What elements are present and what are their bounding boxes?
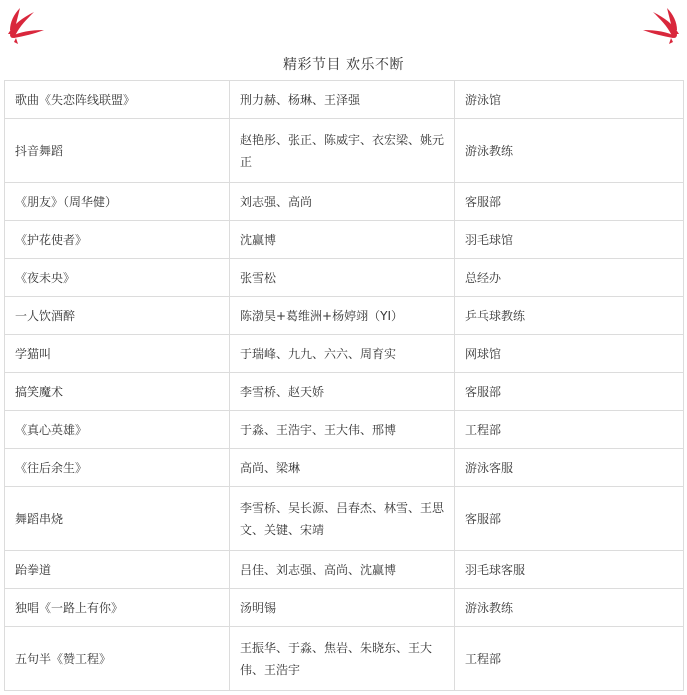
performers-cell: 刑力赫、杨琳、王泽强 [230,81,455,119]
department-cell: 客服部 [455,487,684,551]
department-cell: 羽毛球客服 [455,551,684,589]
department-cell: 总经办 [455,259,684,297]
department-cell: 客服部 [455,183,684,221]
table-row [5,183,684,221]
department-cell: 工程部 [455,411,684,449]
program-cell: 独唱《一路上有你》 [5,589,230,627]
program-table [4,80,684,691]
program-cell: 一人饮酒醉 [5,297,230,335]
performers-cell: 李雪桥、赵天娇 [230,373,455,411]
program-cell: 《往后余生》 [5,449,230,487]
page-title: 精彩节目 欢乐不断 [283,57,404,73]
performers-cell: 吕佳、刘志强、高尚、沈赢博 [230,551,455,589]
table-row [5,119,684,183]
program-cell: 搞笑魔术 [5,373,230,411]
program-cell: 抖音舞蹈 [5,119,230,183]
department-cell: 游泳教练 [455,589,684,627]
performers-cell: 刘志强、高尚 [230,183,455,221]
program-cell: 五句半《赞工程》 [5,627,230,691]
table-row [5,487,684,551]
table-row [5,221,684,259]
program-cell: 《真心英雄》 [5,411,230,449]
program-cell: 学猫叫 [5,335,230,373]
performers-cell: 李雪桥、吴长源、吕春杰、林雪、王思文、关键、宋靖 [230,487,455,551]
table-row [5,259,684,297]
program-cell: 歌曲《失恋阵线联盟》 [5,81,230,119]
department-cell: 客服部 [455,373,684,411]
department-cell: 工程部 [455,627,684,691]
table-row [5,373,684,411]
program-cell: 跆拳道 [5,551,230,589]
program-cell: 舞蹈串烧 [5,487,230,551]
performers-cell: 张雪松 [230,259,455,297]
table-row [5,297,684,335]
table-row [5,411,684,449]
table-row [5,81,684,119]
corner-ornament-right-icon [639,4,683,44]
table-row [5,589,684,627]
table-row [5,551,684,589]
performers-cell: 于淼、王浩宇、王大伟、邢博 [230,411,455,449]
table-row [5,627,684,691]
program-cell: 《朋友》（周华健） [5,183,230,221]
table-row [5,449,684,487]
department-cell: 乒乓球教练 [455,297,684,335]
program-cell: 《护花使者》 [5,221,230,259]
performers-cell: 汤明锡 [230,589,455,627]
corner-ornament-left-icon [4,4,48,44]
performers-cell: 赵艳彤、张正、陈威宇、衣宏梁、姚元正 [230,119,455,183]
performers-cell: 高尚、梁琳 [230,449,455,487]
performers-cell: 王振华、于淼、焦岩、朱晓东、王大伟、王浩宇 [230,627,455,691]
performers-cell: 沈赢博 [230,221,455,259]
program-cell: 《夜未央》 [5,259,230,297]
department-cell: 羽毛球馆 [455,221,684,259]
department-cell: 网球馆 [455,335,684,373]
table-row [5,335,684,373]
department-cell: 游泳客服 [455,449,684,487]
department-cell: 游泳馆 [455,81,684,119]
department-cell: 游泳教练 [455,119,684,183]
performers-cell: 陈渤昊+葛维洲+杨婷翊（YI） [230,297,455,335]
performers-cell: 于瑞峰、九九、六六、周育实 [230,335,455,373]
